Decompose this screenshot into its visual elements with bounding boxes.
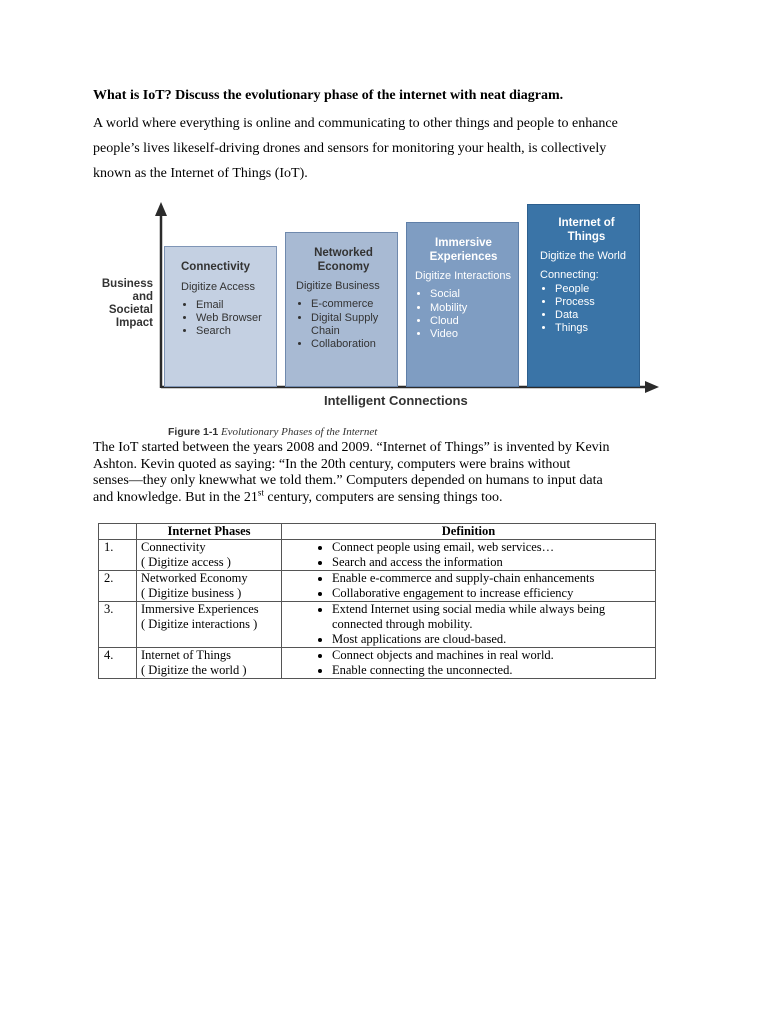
phase-item: • Data (555, 309, 633, 322)
history-line: The IoT started between the years 2008 and 2009. “Internet of Things” is invented by Kevin (93, 440, 610, 455)
superscript: st (257, 486, 264, 497)
table-row (99, 540, 656, 571)
phase-cell: Connectivity ( Digitize access ) (137, 540, 282, 571)
history-line: senses—they only knewwhat we told them.” Computers depended on humans to input data (93, 473, 603, 488)
phase-subtitle: Digitize Business (296, 280, 380, 292)
caption-text: Evolutionary Phases of the Internet (220, 426, 378, 438)
definition-cell (282, 648, 656, 679)
figure-caption (168, 426, 377, 438)
x-axis-label: Intelligent Connections (324, 393, 468, 408)
phase-item: • Mobility (430, 302, 512, 315)
definition-cell (282, 540, 656, 571)
phase-item: • People (555, 283, 633, 296)
phase-items (415, 288, 512, 341)
phase-cell: Immersive Experiences ( Digitize interactions ) (137, 602, 282, 648)
phase-item: • E-commerce (311, 298, 391, 311)
phase-item: • Search (196, 325, 270, 338)
table-row (99, 648, 656, 679)
y-axis-arrow (155, 202, 167, 216)
phase-subtitle: Digitize Access (181, 280, 255, 293)
phase-title: Internet of Things (558, 217, 615, 243)
phase-box-connectivity (164, 246, 277, 387)
phase-box-networked-economy (285, 232, 398, 387)
phase-box-internet-of-things (527, 204, 640, 387)
definition-cell (282, 571, 656, 602)
definition-item: • Enable e-commerce and supply-chain enhancements (332, 571, 651, 586)
intro-line: people’s lives likeself-driving drones and sensors for monitoring your health, is collectively (93, 141, 607, 156)
row-number: 2. (99, 571, 137, 602)
phase-items (181, 299, 270, 339)
history-paragraph (93, 440, 673, 506)
definition-item: • Most applications are cloud-based. (332, 632, 651, 647)
history-line: and knowledge. But in the 21st century, computers are sensing things too. (93, 486, 503, 505)
question-heading: What is IoT? Discuss the evolutionary phase of the internet with neat diagram. (93, 88, 564, 103)
definition-cell (282, 602, 656, 648)
intro-line: A world where everything is online and communicating to other things and people to enhance (93, 116, 618, 131)
table-header: Definition (282, 524, 656, 540)
x-axis-arrow (645, 381, 659, 393)
evolution-figure (95, 198, 670, 418)
phase-title: Connectivity (181, 261, 251, 273)
phase-title: Immersive Experiences (429, 237, 498, 263)
row-number: 1. (99, 540, 137, 571)
phase-item: • Cloud (430, 315, 512, 328)
intro-paragraph (93, 111, 683, 186)
phase-cell: Internet of Things ( Digitize the world ) (137, 648, 282, 679)
phase-item: • Video (430, 328, 512, 341)
phases-table (98, 523, 656, 679)
phase-box-immersive-experiences (406, 222, 519, 387)
phase-cell: Networked Economy ( Digitize business ) (137, 571, 282, 602)
row-number: 3. (99, 602, 137, 648)
phase-item: • Collaboration (311, 338, 391, 351)
definition-item: • Connect objects and machines in real world. (332, 648, 651, 663)
row-number: 4. (99, 648, 137, 679)
phase-item: • Process (555, 296, 633, 309)
phase-subtitle: Digitize Interactions (415, 270, 511, 282)
definition-item: • Connect people using email, web services… (332, 540, 651, 555)
phase-item: • Things (555, 322, 633, 335)
phase-item: • Digital Supply Chain (311, 312, 391, 339)
phase-items (296, 298, 391, 351)
phase-item: • Email (196, 299, 270, 312)
phase-heading: Connecting: (540, 269, 599, 282)
y-axis-label: Business and Societal Impact (101, 278, 153, 329)
definition-item: • Extend Internet using social media while always being connected through mobility. (332, 602, 651, 632)
table-row (99, 571, 656, 602)
definition-item: • Enable connecting the unconnected. (332, 663, 651, 678)
definition-item: • Search and access the information (332, 555, 651, 570)
phase-title: Networked Economy (314, 247, 373, 273)
intro-line: known as the Internet of Things (IoT). (93, 166, 308, 181)
phase-items (540, 283, 633, 336)
phase-subtitle: Digitize the World (540, 250, 626, 262)
table-header-row (99, 524, 656, 540)
table-header (99, 524, 137, 540)
table-header: Internet Phases (137, 524, 282, 540)
caption-label: Figure 1-1 (168, 426, 219, 438)
history-line: Ashton. Kevin quoted as saying: “In the 20th century, computers were brains without (93, 456, 571, 472)
phase-item: • Web Browser (196, 312, 270, 325)
phase-item: • Social (430, 288, 512, 301)
definition-item: • Collaborative engagement to increase efficiency (332, 586, 651, 601)
table-row (99, 602, 656, 648)
